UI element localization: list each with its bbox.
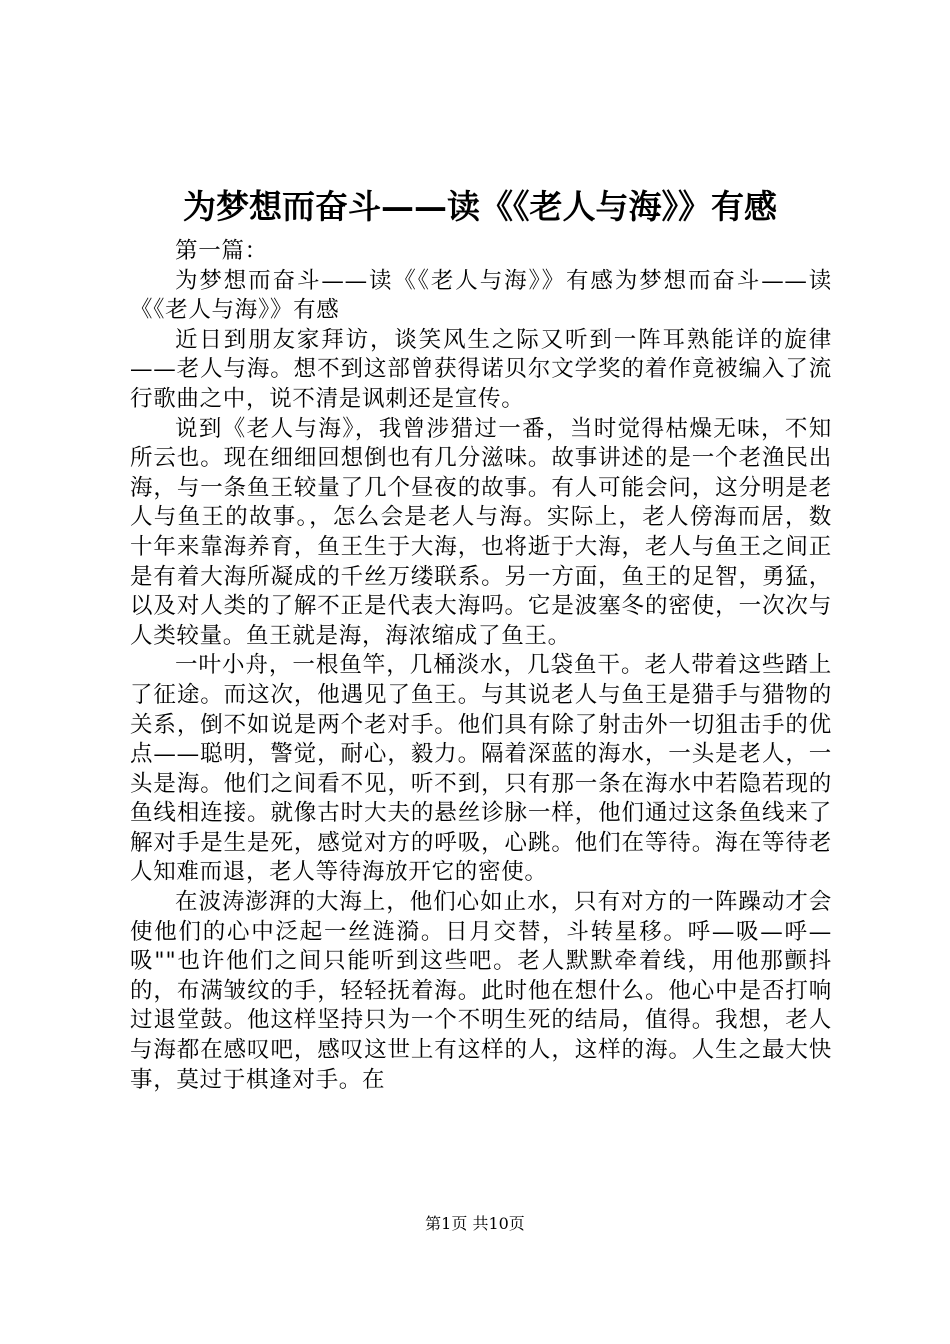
body-paragraph: 一叶小舟，一根鱼竿，几桶淡水，几袋鱼干。老人带着这些踏上了征途。而这次，他遇见了鱼王。与其说老人与鱼王是猎手与猎物的关系，倒不如说是两个老对手。他们具有除了射击外一切狙击手的优点——聪明，警觉，耐心，毅力。隔着深蓝的海水，一头是老人，一头是海。他们之间看不见，听不到，只有那一条在海水中若隐若现的鱼线相连接。就像古时大夫的悬丝诊脉一样，他们通过这条鱼线来了解对手是生是死，感觉对方的呼吸，心跳。他们在等待。海在等待老人知难而退，老人等待海放开它的密使。 — [130, 652, 832, 886]
page-footer: 第1页 共10页 — [425, 1214, 525, 1233]
body-paragraph: 在波涛澎湃的大海上，他们心如止水，只有对方的一阵躁动才会使他们的心中泛起一丝涟漪。日月交替，斗转星移。呼—吸—呼—吸""也许他们之间只能听到这些吧。老人默默牵着线，用他那颤抖的，布满皱纹的手，轻轻抚着海。此时他在想什么。他心中是否打响过退堂鼓。他这样坚持只为一个不明生死的结局，值得。我想，老人与海都在感叹吧，感叹这世上有这样的人，这样的海。人生之最大快事，莫过于棋逢对手。在 — [130, 889, 832, 1093]
body-paragraph: 说到《老人与海》，我曾涉猎过一番，当时觉得枯燥无味，不知所云也。现在细细回想倒也有几分滋味。故事讲述的是一个老渔民出海，与一条鱼王较量了几个昼夜的故事。有人可能会问，这分明是老人与鱼王的故事。，怎么会是老人与海。实际上，老人傍海而居，数十年来靠海养育，鱼王生于大海，也将逝于大海，老人与鱼王之间正是有着大海所凝成的千丝万缕联系。另一方面，鱼王的足智，勇猛，以及对人类的了解不正是代表大海吗。它是波塞冬的密使，一次次与人类较量。鱼王就是海，海浓缩成了鱼王。 — [130, 415, 832, 649]
body-paragraph: 近日到朋友家拜访，谈笑风生之际又听到一阵耳熟能详的旋律——老人与海。想不到这部曾获得诺贝尔文学奖的着作竟被编入了流行歌曲之中，说不清是讽刺还是宣传。 — [130, 326, 832, 412]
document-body — [130, 237, 832, 1095]
section-heading: 第一篇： — [175, 238, 268, 264]
body-paragraph: 为梦想而奋斗——读《《老人与海》》有感为梦想而奋斗——读《《老人与海》》有感 — [130, 267, 832, 324]
document-title: 为梦想而奋斗——读《《老人与海》》有感 — [183, 187, 777, 226]
